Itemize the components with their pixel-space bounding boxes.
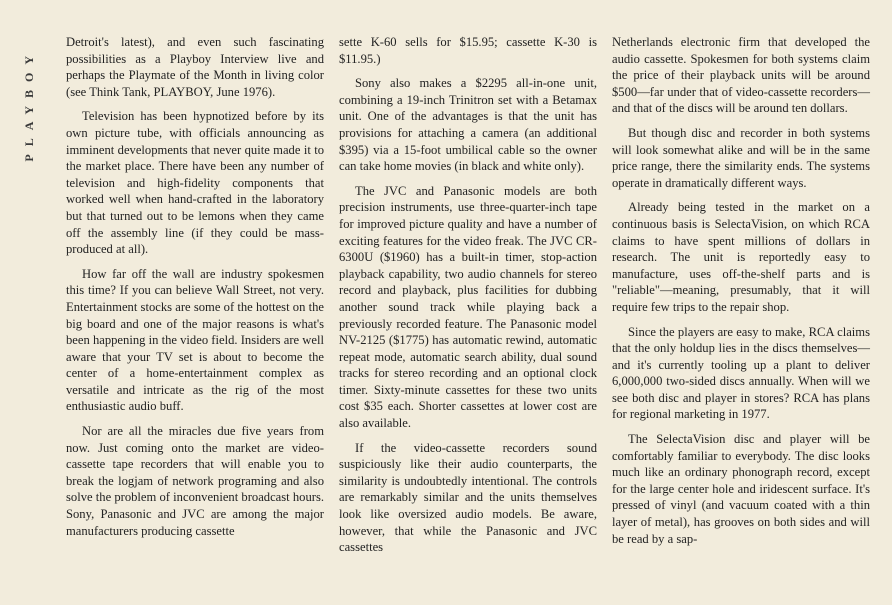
paragraph: sette K-60 sells for $15.95; cassette K-30 is $11.95.) [339, 35, 597, 66]
paragraph: Since the players are easy to make, RCA claims that the only holdup lies in the discs themselves—and it's currently tooling up a plant to deliver 6,000,000 two-sided discs annually. When will we see both disc and player in stores? RCA has plans for regional marketing in 1977. [612, 324, 870, 422]
paragraph: Television has been hypnotized before by its own picture tube, with officials announcing as imminent developments that never quite made it to the market place. There have been any number of television and high-fidelity components that worked well when hand-crafted in the laboratory but that turned out to be lemons when they came off the assembly line (if they could be mass-produced at all). [66, 109, 324, 257]
paragraph: Sony also makes a $2295 all-in-one unit, combining a 19-inch Trinitron set with a Betamax unit. One of the advantages is that the unit has provisions for attaching a camera (an additional $395) via a 15-foot umbilical cable so the owner can take home movies (in black and white only). [339, 76, 597, 174]
text-column-3 [612, 34, 870, 547]
paragraph: Netherlands electronic firm that developed the audio cassette. Spokesmen for both systems claim the price of their playback units will be around $500—far under that of video-cassette recorders—and that of the discs will be around ten dollars. [612, 35, 870, 116]
paragraph: Already being tested in the market on a continuous basis is SelectaVision, on which RCA claims to have spent millions of dollars in research. The unit is reportedly easy to manufacture, uses off-the-shelf parts and is "reliable"—meaning, presumably, that it will require few trips to the repair shop. [612, 200, 870, 314]
paragraph: The SelectaVision disc and player will be comfortably familiar to everybody. The disc looks much like an ordinary phonograph record, except for the large center hole and iridescent surface. It's pressed of vinyl (and vacuum coated with a thin layer of metal), has grooves on both sides and will be read by a sap- [612, 432, 870, 546]
paragraph: Nor are all the miracles due five years from now. Just coming onto the market are video-cassette tape recorders that will enable you to break the logjam of network programing and also solve the problem of inconvenient broadcast hours. Sony, Panasonic and JVC are among the major manufacturers producing cassette [66, 424, 324, 538]
paragraph: The JVC and Panasonic models are both precision instruments, use three-quarter-inch tape for improved picture quality and have a number of exciting features for the video freak. The JVC CR-6300U ($1960) has a built-in timer, stop-action playback capability, two audio channels for stereo record and playback, plus facilities for dubbing another sound track while playing back a previously recorded feature. The Panasonic model NV-2125 ($1775) has automatic rewind, automatic repeat mode, automatic search ability, dual sound tracks for stereo recording and an optional clock timer. Sixty-minute cassettes for these two units cost $35 each. Shorter cassettes at lower cost are also available. [339, 183, 597, 431]
paragraph: How far off the wall are industry spokesmen this time? If you can believe Wall Street, not very. Entertainment stocks are some of the hottest on the big board and one of the major reasons is what's been happening in the video field. Insiders are well aware that your TV set is about to become the center of a home-entertainment complex as versatile and intricate as the rig of the most enthusiastic audio buff. [66, 266, 324, 414]
text-column-2 [339, 34, 597, 556]
text-column-1 [66, 34, 324, 539]
paragraph: Detroit's latest), and even such fascinating possibilities as a Playboy Interview live and perhaps the Playmate of the Month in living color (see Think Tank, PLAYBOY, June 1976). [66, 35, 324, 99]
running-head-playboy: PLAYBOY [22, 48, 36, 162]
paragraph: But though disc and recorder in both systems will look somewhat alike and will be in the same price range, there the similarity ends. The systems operate in dramatically different ways. [612, 125, 870, 190]
paragraph: If the video-cassette recorders sound suspiciously like their audio counterparts, the similarity is undoubtedly intentional. The controls are remarkably similar and the units themselves look like oversized audio models. Be aware, however, that while the Panasonic and JVC cassettes [339, 440, 597, 555]
